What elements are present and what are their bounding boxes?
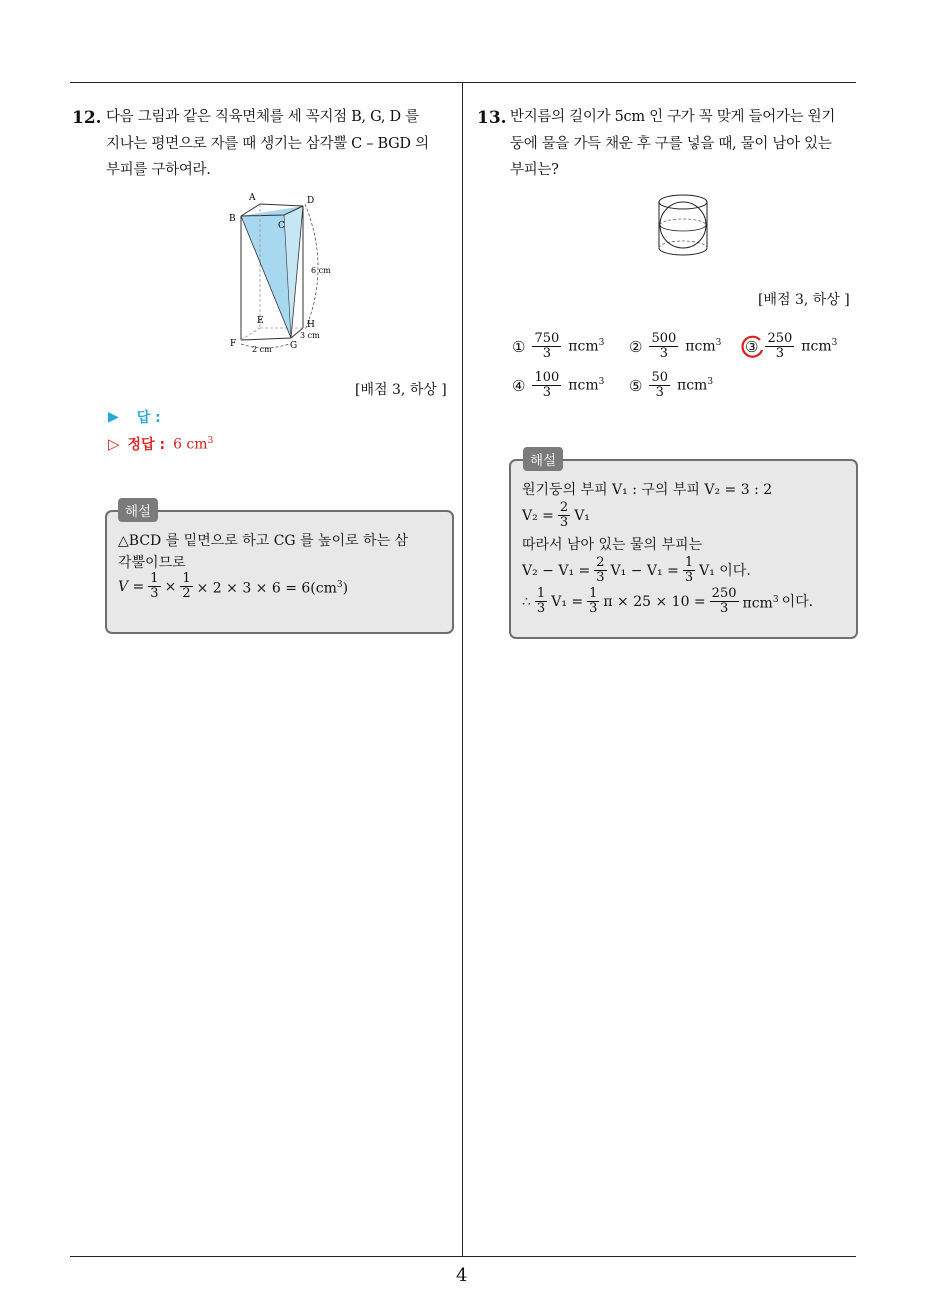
q12-text	[106, 104, 456, 184]
q12-exp-line2: 각뿔이므로	[118, 555, 186, 571]
choice-1-mark: ①	[512, 337, 526, 356]
choice-4-mark: ④	[512, 376, 526, 395]
q13-exp-line2: V₂ = $\frac{2}{3}$ V₁	[522, 500, 590, 530]
choice-2[interactable]: ② $\frac{500}{3}$ πcm$^3$	[629, 331, 722, 361]
q13-score: [배점 3, 하상 ]	[758, 292, 850, 308]
choice-3-unit: πcm$^3$	[801, 338, 838, 355]
q12-explanation-title: 해설	[118, 498, 158, 522]
choice-1-unit: πcm$^3$	[568, 338, 605, 355]
choice-5-mark: ⑤	[629, 376, 643, 395]
q13-line1: 반지름의 길이가 5cm 인 구가 꼭 맞게 들어가는 원기	[510, 109, 836, 125]
label-f: F	[230, 339, 237, 349]
q12-line1: 다음 그림과 같은 직육면체를 세 꼭지점 B, G, D 를	[106, 109, 419, 125]
choice-2-unit: πcm$^3$	[685, 338, 722, 355]
play-outline-icon: ▷	[108, 435, 120, 453]
q13-cylinder-sphere-figure	[652, 190, 714, 262]
page-number: 4	[456, 1265, 468, 1286]
choice-3-mark: ③	[745, 338, 758, 356]
label-width: 2 cm	[252, 345, 272, 353]
bottom-rule	[70, 1256, 856, 1257]
q12-answer-row	[108, 407, 161, 427]
choice-5[interactable]: ⑤ $\frac{50}{3}$ πcm$^3$	[629, 370, 714, 400]
q13-exp-line5: ∴ $\frac{1}{3}$ V₁ = $\frac{1}{3}$ π × 25 × 10 = $\frac{250}{3}$ πcm$^3$ 이다.	[522, 586, 814, 616]
choice-4-unit: πcm$^3$	[568, 377, 605, 394]
q12-line2: 지나는 평면으로 자를 때 생기는 삼각뿔 C – BGD 의	[106, 135, 429, 152]
label-a: A	[249, 193, 256, 203]
label-b: B	[229, 214, 236, 224]
choice-4[interactable]: ④ $\frac{100}{3}$ πcm$^3$	[512, 370, 605, 400]
q12-correct-row	[108, 434, 213, 454]
label-d: D	[307, 196, 315, 206]
q13-explanation-title: 해설	[523, 447, 563, 471]
q12-line3: 부피를 구하여라.	[106, 162, 211, 178]
choice-2-mark: ②	[629, 337, 643, 356]
q13-explanation-text	[522, 479, 852, 616]
correct-label: 정답 :	[127, 437, 166, 453]
label-depth: 3 cm	[300, 331, 320, 340]
q12-exp-line1: △BCD 를 밑면으로 하고 CG 를 높이로 하는 삼	[118, 533, 409, 549]
play-icon: ▶	[108, 409, 119, 425]
q12-number: 12.	[72, 108, 102, 128]
q12-explanation-text	[118, 530, 448, 601]
choice-1[interactable]: ① $\frac{750}{3}$ πcm$^3$	[512, 331, 605, 361]
q13-text	[510, 104, 860, 184]
label-height: 6 cm	[311, 266, 331, 275]
q13-exp-line4: V₂ − V₁ = $\frac{2}{3}$ V₁ − V₁ = $\frac{1}{3}$ V₁ 이다.	[522, 555, 751, 585]
q12-exp-formula: V = $\frac{1}{3}$ × $\frac{1}{2}$ × $2 \times 3 \times 6 = 6(cm^3)$	[118, 571, 349, 601]
choice-5-unit: πcm$^3$	[677, 377, 714, 394]
choice-3[interactable]: ③ $\frac{250}{3}$ πcm$^3$	[745, 332, 837, 361]
q13-exp-line1: 원기둥의 부피 V₁ : 구의 부피 V₂ = 3 : 2	[522, 482, 773, 498]
q12-score: [배점 3, 하상 ]	[355, 382, 447, 398]
label-g: G	[290, 341, 298, 351]
q13-exp-line3: 따라서 남아 있는 물의 부피는	[522, 537, 703, 553]
selected-circle-icon	[740, 335, 766, 361]
answer-label: 답 :	[136, 410, 161, 426]
q13-number: 13.	[477, 108, 507, 128]
q13-line2: 둥에 물을 가득 채운 후 구를 넣을 때, 물이 남아 있는	[510, 135, 832, 152]
correct-value: 6 $cm^3$	[173, 435, 214, 453]
top-rule	[70, 82, 856, 83]
label-e: E	[257, 316, 264, 326]
q12-cuboid-figure	[225, 188, 340, 353]
label-c: C	[278, 221, 285, 231]
label-h: H	[307, 320, 315, 330]
q13-line3: 부피는?	[510, 162, 559, 178]
column-divider	[462, 82, 463, 1256]
